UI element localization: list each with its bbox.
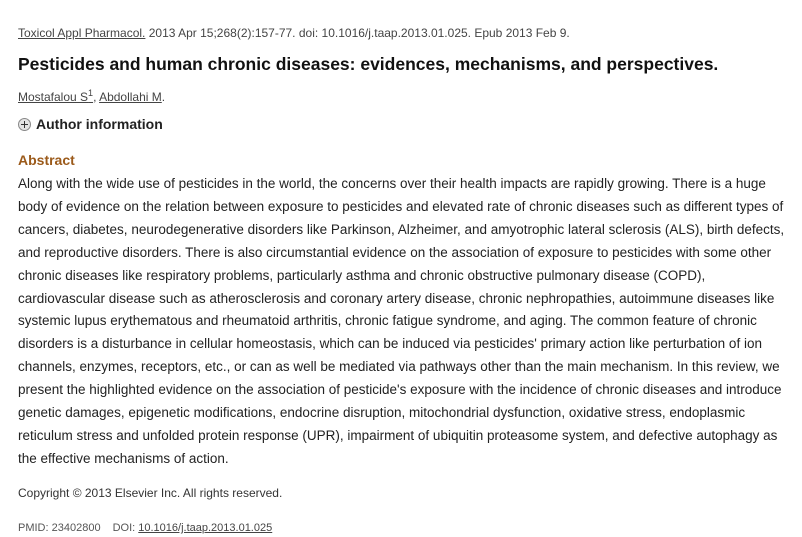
pmid-value: 23402800 xyxy=(51,522,101,534)
expand-plus-icon[interactable] xyxy=(18,118,31,131)
article-identifiers xyxy=(18,522,272,534)
abstract-heading: Abstract xyxy=(18,152,75,168)
pmid-label: PMID: xyxy=(18,522,49,534)
doi-link[interactable]: 10.1016/j.taap.2013.01.025 xyxy=(138,522,273,534)
author-information-toggle[interactable] xyxy=(18,116,163,132)
author-link-abdollahi[interactable]: Abdollahi M xyxy=(99,90,162,104)
abstract-text: Along with the wide use of pesticides in the world, the concerns over their health impacts are rapidly growing. There is a huge body of evidence on the relation between exposure to pesticides and elevated rate of chronic diseases such as different types of cancers, diabetes, neurodegenerative disorders like Parkinson, Alzheimer, and amyotrophic lateral sclerosis (ALS), birth defects, and reproductive disorders. There is also circumstantial evidence on the association of exposure to pesticides with some other chronic diseases like respiratory problems, particularly asthma and chronic obstructive pulmonary disease (COPD), cardiovascular disease such as atherosclerosis and coronary artery disease, chronic nephropathies, autoimmune diseases like systemic lupus erythematous and rheumatoid arthritis, chronic fatigue syndrome, and aging. The common feature of chronic disorders is a disturbance in cellular homeostasis, which can be induced via pesticides' primary action like perturbation of ion channels, enzymes, receptors, etc., or can as well be mediated via pathways other than the main mechanism. In this review, we present the highlighted evidence on the association of pesticide's exposure with the incidence of chronic diseases and introduce genetic damages, epigenetic modifications, endocrine disruption, mitochondrial dysfunction, oxidative stress, endoplasmic reticulum stress and unfolded protein response (UPR), impairment of ubiquitin proteasome system, and defective autophagy as the effective mechanisms of action. xyxy=(18,176,785,466)
author-link-mostafalou[interactable]: Mostafalou $S^1$ xyxy=(18,88,94,104)
author-affiliation-sup: 1 xyxy=(88,88,94,98)
citation xyxy=(18,26,570,40)
journal-link[interactable]: Toxicol Appl Pharmacol. xyxy=(18,26,146,40)
copyright-notice: Copyright © 2013 Elsevier Inc. All rights reserved. xyxy=(18,486,283,500)
citation-details: 2013 Apr 15;268(2):157-77. doi: 10.1016/j.taap.2013.01.025. Epub 2013 Feb 9. xyxy=(145,26,570,40)
author-information-label: Author information xyxy=(36,116,163,132)
author-list: Mostafalou $S^1$, Abdollahi M. xyxy=(18,88,166,104)
article-title: Pesticides and human chronic diseases: evidences, mechanisms, and perspectives. xyxy=(18,54,719,74)
doi-label: DOI: xyxy=(112,522,136,534)
